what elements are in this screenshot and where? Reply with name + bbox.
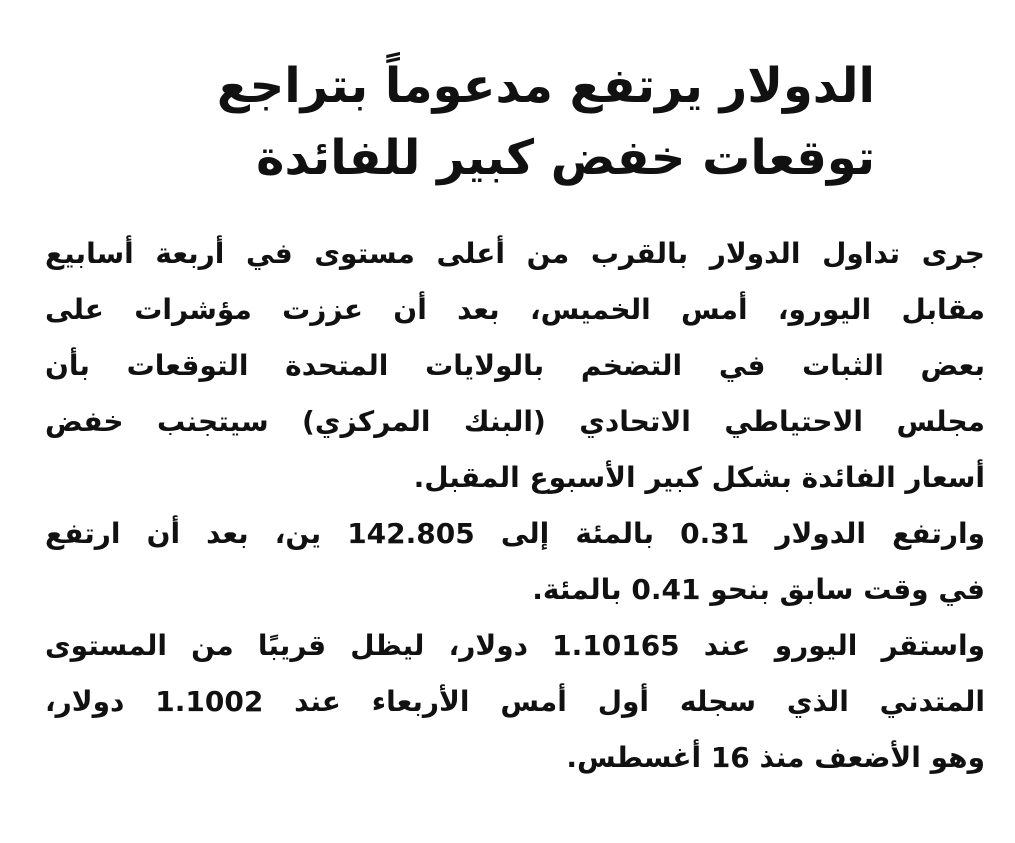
paragraph-1-line-3: بعض الثبات في التضخم بالولايات المتحدة التوقعات بأن — [45, 349, 985, 382]
headline-line-2: توقعات خفض كبير للفائدة — [256, 130, 875, 186]
paragraph-1 — [45, 226, 985, 506]
paragraph-1-line-1: جرى تداول الدولار بالقرب من أعلى مستوى في أربعة أسابيع — [45, 237, 985, 270]
headline-line-1: الدولار يرتفع مدعوماً بتراجع — [216, 58, 875, 114]
paragraph-1-line-5: أسعار الفائدة بشكل كبير الأسبوع المقبل. — [413, 461, 985, 494]
paragraph-3 — [45, 618, 985, 786]
paragraph-2-line-2: في وقت سابق بنحو 0.41 بالمئة. — [532, 573, 985, 606]
article-body — [45, 226, 985, 786]
paragraph-2-line-1: وارتفع الدولار 0.31 بالمئة إلى 142.805 ين، بعد أن ارتفع — [45, 517, 985, 550]
paragraph-3-line-3: وهو الأضعف منذ 16 أغسطس. — [566, 741, 985, 774]
paragraph-1-line-2: مقابل اليورو، أمس الخميس، بعد أن عززت مؤشرات على — [45, 293, 985, 326]
paragraph-3-line-2: المتدني الذي سجله أول أمس الأربعاء عند 1.1002 دولار، — [45, 685, 985, 718]
paragraph-3-line-1: واستقر اليورو عند 1.10165 دولار، ليظل قريبًا من المستوى — [45, 629, 985, 662]
article-headline — [45, 50, 985, 194]
paragraph-1-line-4: مجلس الاحتياطي الاتحادي (البنك المركزي) سيتجنب خفض — [45, 405, 985, 438]
news-article — [45, 50, 985, 786]
paragraph-2 — [45, 506, 985, 618]
